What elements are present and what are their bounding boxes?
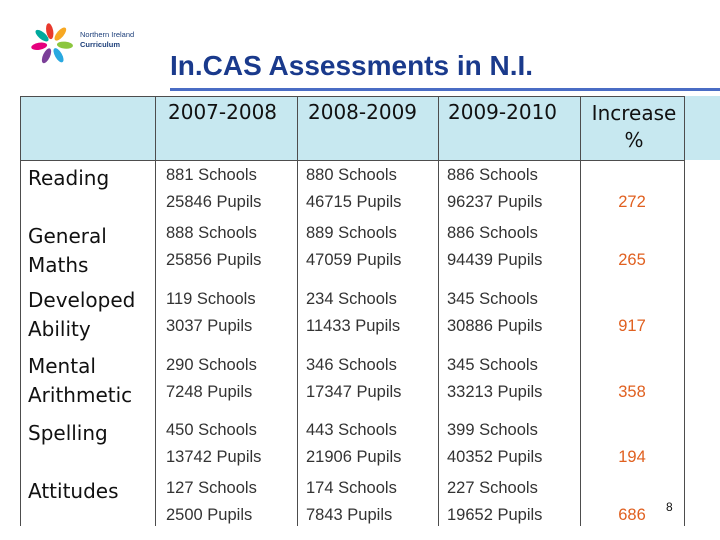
table-cell: 881 Schools 25846 Pupils	[166, 166, 262, 211]
table-cell: 346 Schools 17347 Pupils	[306, 356, 402, 401]
table-cell: 888 Schools 25856 Pupils	[166, 224, 262, 269]
table-cell: 450 Schools 13742 Pupils	[166, 421, 262, 466]
increase-value: 272	[618, 193, 646, 211]
grid-line	[20, 160, 685, 161]
increase-value: 917	[618, 317, 646, 335]
increase-value: 358	[618, 383, 646, 401]
row-label: Spelling	[28, 421, 108, 445]
table-cell: 886 Schools 94439 Pupils	[447, 224, 543, 269]
table-cell: 399 Schools 40352 Pupils	[447, 421, 543, 466]
logo-wordmark	[80, 30, 134, 50]
row-label: Reading	[28, 166, 110, 190]
header-2007-2008: 2007-2008	[168, 100, 278, 124]
table-cell: 345 Schools 33213 Pupils	[447, 356, 543, 401]
table-cell: 127 Schools 2500 Pupils	[166, 479, 257, 524]
grid-line	[20, 96, 685, 97]
table-cell: 345 Schools 30886 Pupils	[447, 290, 543, 335]
header-increase	[584, 100, 684, 154]
header-increase-line-2: %	[624, 128, 644, 152]
increase-value: 194	[618, 448, 646, 466]
table-cell: 443 Schools 21906 Pupils	[306, 421, 402, 466]
table-cell: 227 Schools 19652 Pupils	[447, 479, 543, 524]
table-cell: 290 Schools 7248 Pupils	[166, 356, 257, 401]
header-2009-2010: 2009-2010	[448, 100, 558, 124]
table-cell: 889 Schools 47059 Pupils	[306, 224, 402, 269]
header-2008-2009: 2008-2009	[308, 100, 418, 124]
title-underline	[170, 88, 720, 91]
page-number: 8	[666, 500, 673, 514]
table-cell: 886 Schools 96237 Pupils	[447, 166, 543, 211]
table-cell: 234 Schools 11433 Pupils	[306, 290, 401, 335]
logo-line-1: Northern Ireland	[80, 30, 135, 39]
table-cell: 119 Schools 3037 Pupils	[166, 290, 256, 335]
row-label: Attitudes	[28, 479, 119, 503]
row-label: Developed Ability	[28, 288, 136, 341]
increase-value: 265	[618, 251, 646, 269]
increase-value: 686	[618, 506, 646, 524]
header-increase-line-1: Increase	[591, 101, 677, 125]
logo-line-2: Curriculum	[80, 40, 121, 49]
table-cell: 174 Schools 7843 Pupils	[306, 479, 397, 524]
row-label: General Maths	[28, 224, 107, 277]
row-label: Mental Arithmetic	[28, 354, 133, 407]
table-cell: 880 Schools 46715 Pupils	[306, 166, 402, 211]
page-title: In.CAS Assessments in N.I.	[170, 50, 534, 81]
